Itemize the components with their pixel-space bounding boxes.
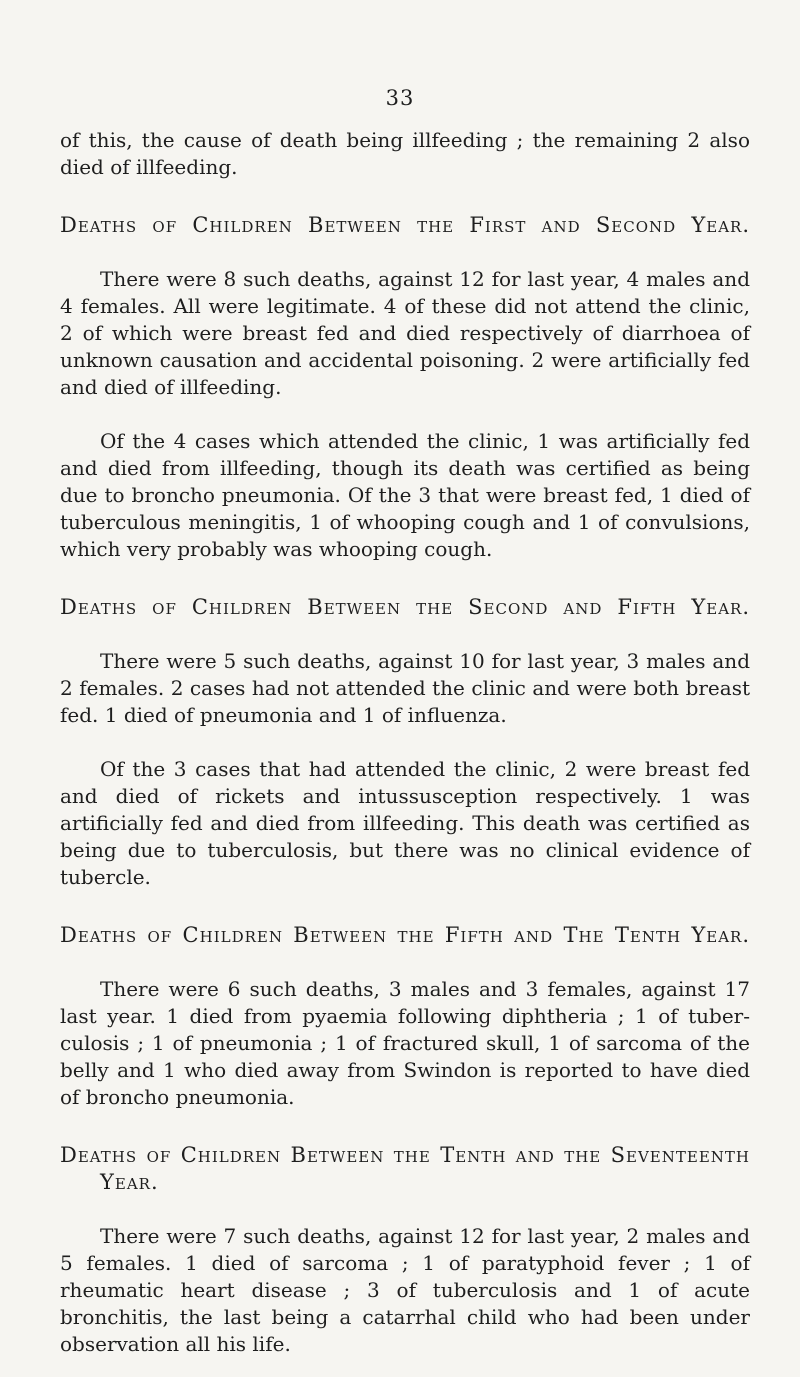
section-heading-continued: Year.	[100, 1170, 159, 1194]
paragraph: There were 5 such deaths, against 10 for last year, 3 males and 2 females. 2 cases had not attended the clinic and were both breast fed. 1 died of pneumonia and 1 of influenza.	[60, 649, 750, 727]
paragraph: There were 8 such deaths, against 12 for last year, 4 males and 4 females. All were legitimate. 4 of these did not attend the clinic, 2 of which were breast fed and died respectively of diarrhoea of unknown causation and accidental poisoning. 2 were artificially fed and died of illfeeding.	[60, 267, 750, 399]
paragraph: Of the 3 cases that had attended the clinic, 2 were breast fed and died of rickets and intussusception respectively. 1 was artificially fed and died from illfeeding. This death was certified as being due to tuberculosis, but there was no clinical evidence of tubercle.	[60, 757, 750, 889]
section-second-fifth-year	[60, 594, 750, 891]
section-heading: Deaths of Children Between the First and Second Year.	[60, 213, 750, 237]
paragraph: There were 7 such deaths, against 12 for last year, 2 males and 5 females. 1 died of sarcoma ; 1 of paratyphoid fever ; 1 of rheumatic heart disease ; 3 of tuberculosis and 1 of acute bronchitis, the last being a catarrhal child who had been under observation all his life.	[60, 1224, 750, 1356]
section-tenth-seventeenth-year	[60, 1142, 750, 1358]
section-heading: Deaths of Children Between the Second and Fifth Year.	[60, 595, 750, 619]
section-heading: Deaths of Children Between the Fifth and The Tenth Year.	[60, 923, 751, 947]
paragraph: There were 6 such deaths, 3 males and 3 females, against 17 last year. 1 died from pyaemia following diphtheria ; 1 of tuber-culosis ; 1 of pneumonia ; 1 of fractured skull, 1 of sarcoma of the belly and 1 who died away from Swindon is reported to have died of broncho pneumonia.	[60, 977, 750, 1109]
section-heading: Deaths of Children Between the Tenth and the Seventeenth	[60, 1143, 750, 1167]
page-body	[60, 127, 750, 1358]
paragraph: Of the 4 cases which attended the clinic, 1 was artificially fed and died from illfeeding, though its death was certified as being due to broncho pneumonia. Of the 3 that were breast fed, 1 died of tuberculous meningitis, 1 of whooping cough and 1 of convulsions, which very probably was whooping cough.	[60, 429, 750, 561]
page-number: 33	[385, 86, 415, 110]
section-first-second-year	[60, 212, 750, 563]
opening-paragraph: of this, the cause of death being illfeeding ; the remaining 2 also died of illfeeding.	[60, 128, 750, 179]
section-fifth-tenth-year	[60, 922, 750, 1111]
